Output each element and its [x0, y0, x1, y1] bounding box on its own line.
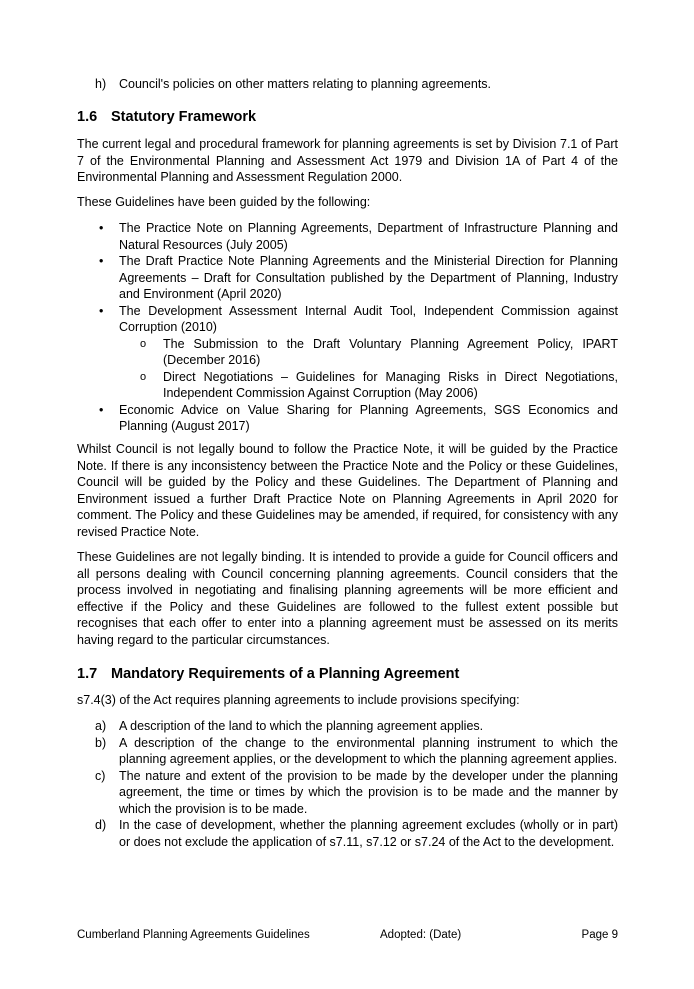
bullet-icon: • — [99, 303, 104, 318]
section-title: Statutory Framework — [111, 109, 257, 125]
section-number: 1.7 — [77, 666, 98, 682]
item-text: A description of the change to the environmental planning instrument to which the planning agreement applies, or the development to which the planning agreement applies. — [119, 735, 618, 766]
bullet-icon: • — [99, 221, 104, 235]
list-item-b — [77, 735, 618, 768]
item-text: In the case of development, whether the planning agreement excludes (wholly or in part) or does not exclude the application of s7.11, s7.12 or s7.24 of the Act to the development. — [119, 818, 618, 849]
circle-bullet-icon: o — [140, 337, 147, 350]
list-item — [77, 253, 618, 303]
list-item — [77, 220, 618, 253]
item-label: h) — [95, 77, 107, 91]
item-label: a) — [95, 719, 107, 733]
item-text: The nature and extent of the provision to be made by the developer under the planning agreement, the time or times by which the provision is to be made and the manner by which the provision is to be made. — [119, 768, 618, 816]
lettered-list — [77, 718, 618, 850]
item-label: c) — [95, 768, 106, 783]
bullet-text: The Draft Practice Note Planning Agreements and the Ministerial Direction for Planning Agreements – Draft for Consultation published by the Department of Planning, Industry and Environment (April 2020) — [119, 254, 618, 301]
list-item — [77, 303, 618, 402]
item-text: Council's policies on other matters relating to planning agreements. — [119, 77, 492, 91]
sub-bullet-text: Direct Negotiations – Guidelines for Managing Risks in Direct Negotiations, Independent Commission Against Corruption (May 2006) — [163, 369, 618, 400]
section-title: Mandatory Requirements of a Planning Agreement — [111, 666, 460, 682]
paragraph: s7.4(3) of the Act requires planning agreements to include provisions specifying: — [77, 693, 520, 707]
sub-list-item — [119, 369, 618, 402]
list-item-h — [77, 76, 618, 93]
bullet-text: Economic Advice on Value Sharing for Planning Agreements, SGS Economics and Planning (August 2017) — [119, 402, 618, 433]
list-item-c — [77, 768, 618, 818]
paragraph: Whilst Council is not legally bound to follow the Practice Note, it will be guided by the Practice Note. If there is any inconsistency between the Practice Note and the Policy or these Guidelines, Council will be guided by the Policy and these Guidelines. The Department of Planning and Environment issued a further Draft Practice Note on Planning Agreements in April 2020 for comment. The Policy and these Guidelines may be amended, if required, for consistency with any revised Practice Note. — [77, 442, 618, 539]
footer-page-number: Page 9 — [581, 929, 618, 941]
sub-list-item — [119, 336, 618, 369]
item-label: d) — [95, 818, 107, 832]
sub-bullet-text: The Submission to the Draft Voluntary Planning Agreement Policy, IPART (December 2016) — [163, 336, 618, 367]
paragraph: These Guidelines have been guided by the following: — [77, 195, 371, 209]
section-heading-1-7 — [77, 664, 618, 684]
section-heading-1-6 — [77, 107, 618, 127]
footer-adopted-date: Adopted: (Date) — [380, 929, 462, 941]
footer-document-title: Cumberland Planning Agreements Guidelines — [77, 929, 310, 941]
bullet-list — [77, 220, 618, 435]
item-text: A description of the land to which the planning agreement applies. — [119, 719, 484, 733]
list-item-d — [77, 817, 618, 850]
bullet-text: The Practice Note on Planning Agreements, Department of Infrastructure Planning and Natural Resources (July 2005) — [119, 221, 618, 252]
paragraph: The current legal and procedural framework for planning agreements is set by Division 7.1 of Part 7 of the Environmental Planning and Assessment Act 1979 and Division 1A of Part 4 of the Environmental Planning and Assessment Regulation 2000. — [77, 137, 618, 184]
bullet-icon: • — [99, 254, 104, 268]
item-label: b) — [95, 735, 107, 750]
list-item-a — [77, 718, 618, 735]
bullet-text: The Development Assessment Internal Audit Tool, Independent Commission against Corruption (2010) — [119, 303, 618, 334]
circle-bullet-icon: o — [140, 370, 147, 383]
section-number: 1.6 — [77, 109, 98, 125]
sub-bullet-list — [119, 336, 618, 402]
bullet-icon: • — [99, 402, 104, 417]
list-item — [77, 402, 618, 435]
paragraph: These Guidelines are not legally binding. It is intended to provide a guide for Council officers and all persons dealing with Council concerning planning agreements. Council considers that the process involved in negotiating and finalising planning agreements will be more efficient and effective if the Policy and these Guidelines are followed to the fullest extent possible but recognises that each offer to enter into a planning agreement must be assessed on its merits having regard to the particular circumstances. — [77, 550, 618, 647]
